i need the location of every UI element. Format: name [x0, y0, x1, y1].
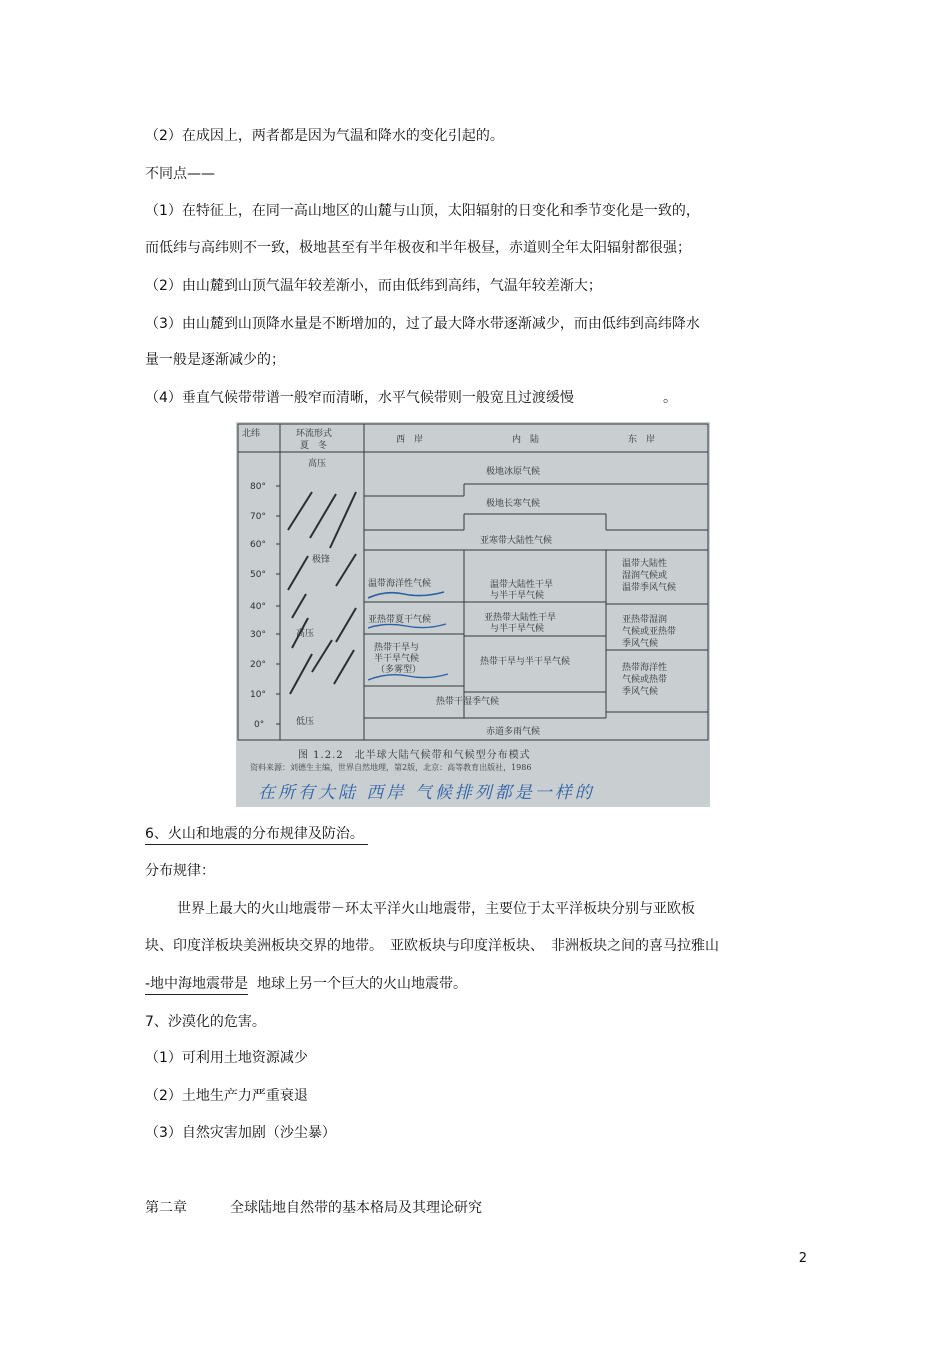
climate-zone-figure [236, 422, 710, 807]
zone-temp-east: 温带大陆性 [622, 559, 668, 569]
zone-trop-east: 季风气候 [622, 687, 659, 697]
zone-subtrop-east: 亚热带湿润 [622, 615, 668, 625]
text-line: 量一般是逐渐减少的； [145, 352, 285, 368]
text-line: 不同点—— [145, 166, 215, 182]
text-line: 块、印度洋板块美洲板块交界的地带。 亚欧板块与印度洋板块、 非洲板块之间的喜马拉雅山 [145, 938, 719, 954]
handwritten-note: 在所有大陆 西岸 气候排列都是一样的 [258, 783, 595, 803]
list-item: （1）可利用土地资源减少 [145, 1050, 308, 1066]
list-item: （3）自然灾害加剧（沙尘暴） [145, 1125, 336, 1141]
zone-polar-tundra: 极地长寒气候 [486, 499, 541, 509]
text-line: （3）由山麓到山顶降水量是不断增加的，过了最大降水带逐渐减少，而由低纬到高纬降水 [145, 316, 700, 332]
zone-trop-dry-west: （多雾型） [376, 665, 422, 675]
zone-trop-east: 热带海洋性 [622, 663, 668, 673]
figure-caption: 图 1.2.2 北半球大陆气候带和气候型分布模式 [298, 750, 531, 761]
header-inland: 内 陆 [512, 435, 540, 445]
circ-label: 低压 [296, 717, 315, 727]
zone-med: 亚热带夏干气候 [368, 615, 432, 625]
lat-tick: 50° [250, 570, 266, 580]
zone-temp-east: 温带季风气候 [622, 583, 677, 593]
header-lat: 北纬 [242, 429, 261, 439]
zone-subtrop-east: 季风气候 [622, 639, 659, 649]
text-line: （4）垂直气候带带谱一般窄而清晰，水平气候带则一般宽且过渡缓慢 [145, 390, 574, 406]
zone-trop-dry-west: 半干旱气候 [374, 654, 420, 664]
zone-temp-east: 湿润气候或 [622, 571, 668, 581]
climate-zone-diagram [236, 422, 710, 746]
zone-temp-maritime: 温带海洋性气候 [368, 579, 432, 589]
header-circ: 环流形式 [296, 429, 333, 439]
text-line: 地球上另一个巨大的火山地震带。 [257, 976, 467, 992]
text-line-underlined: -地中海地震带是 [145, 974, 248, 995]
section-title: 7、沙漠化的危害。 [145, 1014, 266, 1030]
chapter-title: 全球陆地自然带的基本格局及其理论研究 [230, 1200, 482, 1216]
zone-trop-east: 气候或热带 [622, 675, 668, 685]
lat-tick: 0° [254, 720, 265, 730]
page-number: 2 [798, 1251, 807, 1266]
zone-subtrop-cont: 与半干旱气候 [490, 624, 545, 634]
chapter-number: 第二章 [145, 1200, 187, 1216]
lat-tick: 40° [250, 602, 266, 612]
zone-trop-wetdry: 热带干湿季气候 [436, 697, 500, 707]
text-line: 。 [663, 390, 677, 406]
lat-tick: 10° [250, 690, 266, 700]
lat-tick: 80° [250, 482, 266, 492]
lat-tick: 60° [250, 540, 266, 550]
list-item: （2）土地生产力严重衰退 [145, 1088, 308, 1104]
text-line: （1）在特征上，在同一高山地区的山麓与山顶，太阳辐射的日变化和季节变化是一致的， [145, 203, 700, 219]
text-line: 世界上最大的火山地震带－环太平洋火山地震带，主要位于太平洋板块分别与亚欧板 [177, 901, 695, 917]
header-west: 西 岸 [396, 435, 424, 445]
zone-subarctic: 亚寒带大陆性气候 [480, 536, 553, 546]
figure-source: 资料来源：刘德生主编，世界自然地理，第2版，北京：高等教育出版社，1986 [250, 763, 532, 772]
lat-tick: 20° [250, 660, 266, 670]
zone-temp-continental: 与半干旱气候 [490, 591, 545, 601]
zone-subtrop-east: 气候或亚热带 [622, 627, 677, 637]
section-title: 6、火山和地震的分布规律及防治。 [145, 824, 368, 845]
lat-tick: 30° [250, 630, 266, 640]
zone-subtrop-cont: 亚热带大陆性干旱 [484, 613, 557, 623]
circ-label: 极锋 [312, 555, 331, 565]
text-line: （2）在成因上，两者都是因为气温和降水的变化引起的。 [145, 128, 504, 144]
zone-trop-dry-west: 热带干旱与 [374, 643, 420, 653]
zone-temp-continental: 温带大陆性干旱 [490, 580, 554, 590]
circ-label: 高压 [308, 459, 327, 469]
lat-tick: 70° [250, 512, 266, 522]
header-seasons: 夏 冬 [300, 441, 328, 451]
text-line: （2）由山麓到山顶气温年较差渐小，而由低纬到高纬，气温年较差渐大； [145, 278, 602, 294]
header-east: 东 岸 [628, 435, 656, 445]
zone-trop-dry-inland: 热带干旱与半干旱气候 [480, 657, 571, 667]
zone-polar-ice: 极地冰原气候 [486, 467, 541, 477]
text-line: 而低纬与高纬则不一致，极地甚至有半年极夜和半年极昼，赤道则全年太阳辐射都很强； [145, 240, 691, 256]
text-line: 分布规律： [145, 863, 215, 879]
circ-label: 高压 [296, 629, 315, 639]
zone-equatorial: 赤道多雨气候 [486, 727, 541, 737]
